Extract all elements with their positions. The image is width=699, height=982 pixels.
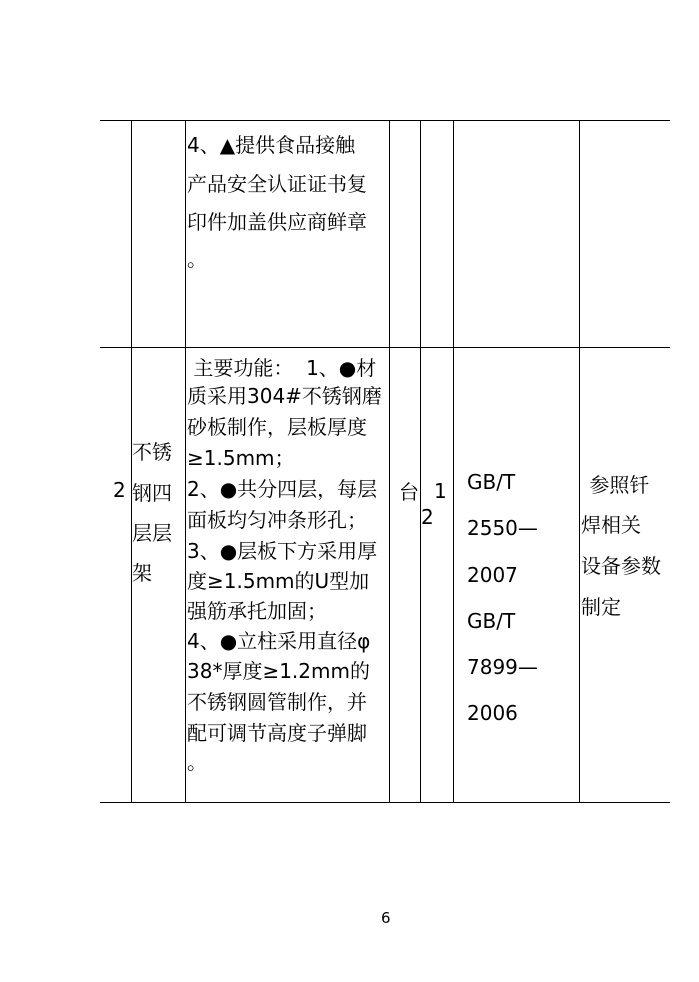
col-border-6 (579, 120, 580, 803)
row2-remark-line: 参照钎 (583, 473, 650, 497)
row2-remark-line: 制定 (581, 595, 621, 619)
row2-req-line: 38*厚度≥1.2mm的 (187, 659, 370, 683)
row2-req-line: 面板均匀冲条形孔； (187, 508, 367, 532)
row2-name-line: 不锈 (132, 440, 172, 464)
row2-req-line: 度≥1.5mm的U型加 (187, 569, 370, 593)
row2-qty-line: 2 (421, 505, 434, 529)
row2-req-line: ≥1.5mm； (187, 446, 295, 470)
row2-std-line: 7899— (467, 655, 538, 679)
row2-remark-line: 设备参数 (581, 554, 661, 578)
row2-number: 2 (113, 478, 126, 502)
col-border-3 (389, 120, 390, 803)
page-number: 6 (381, 909, 391, 927)
row2-req-line: 质采用304#不锈钢磨 (187, 384, 382, 408)
row2-req-line: 不锈钢圆管制作，并 (187, 690, 367, 714)
row2-std-line: GB/T (467, 609, 516, 633)
row1-req-line: 4、▲提供食品接触 (187, 133, 356, 157)
row1-req-line: 产品安全认证证书复 (187, 172, 367, 196)
row2-std-line: 2550— (467, 516, 538, 540)
row2-req-line: 配可调节高度子弹脚 (187, 721, 367, 745)
row2-req-line: 2、●共分四层，每层 (187, 477, 378, 501)
row2-name-line: 层层 (132, 521, 172, 545)
row2-req-line: 3、●层板下方采用厚 (187, 539, 378, 563)
row2-req-line: 。 (187, 750, 207, 774)
col-border-5 (453, 120, 454, 803)
row2-req-line: 4、●立柱采用直径φ (187, 629, 371, 653)
row2-name-line: 架 (132, 561, 152, 585)
row2-qty-line: 1 (434, 479, 447, 503)
row1-req-line: 。 (187, 247, 207, 271)
row2-std-line: 2006 (467, 701, 518, 725)
row2-req-line: 强筋承托加固； (187, 599, 327, 623)
row2-std-line: 2007 (467, 563, 518, 587)
row2-remark-line: 焊相关 (581, 513, 641, 537)
row1-req-line: 印件加盖供应商鲜章 (187, 210, 367, 234)
col-border-4 (420, 120, 421, 803)
row2-name-line: 钢四 (132, 481, 172, 505)
row2-unit: 台 (399, 480, 419, 504)
col-border-2 (185, 120, 186, 803)
row2-std-line: GB/T (467, 470, 516, 494)
row2-req-line: 主要功能： 1、●材 (187, 356, 377, 380)
row2-req-line: 砂板制作，层板厚度 (187, 415, 367, 439)
